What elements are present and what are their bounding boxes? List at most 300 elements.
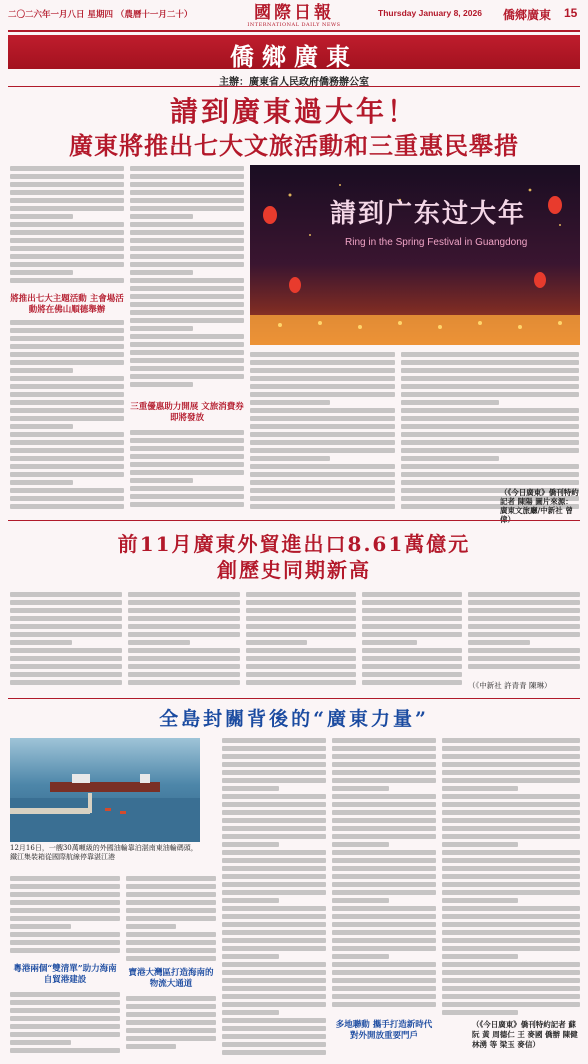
text-line <box>222 858 326 863</box>
text-line <box>10 400 124 405</box>
article2-headline: 前11月廣東外貿進出口8.61萬億元 <box>117 532 471 556</box>
text-line <box>250 504 395 509</box>
text-line <box>362 592 462 597</box>
text-line <box>10 680 122 685</box>
text-line <box>130 318 244 323</box>
text-line <box>442 778 580 783</box>
text-line <box>401 352 579 357</box>
text-line <box>10 456 124 461</box>
text-line <box>10 360 124 365</box>
text-line <box>332 826 436 831</box>
article1-col1 <box>10 166 124 290</box>
text-line <box>130 470 244 475</box>
text-line <box>442 834 580 839</box>
article1-subhead2 <box>130 402 244 424</box>
text-line <box>246 608 356 613</box>
article2-col5 <box>468 592 580 678</box>
text-line <box>362 632 462 637</box>
text-line <box>222 898 279 903</box>
text-line <box>442 938 580 943</box>
text-line <box>222 1018 326 1023</box>
text-line <box>442 922 580 927</box>
text-line <box>442 906 580 911</box>
text-line <box>401 472 579 477</box>
text-line <box>130 198 244 203</box>
text-line <box>468 592 580 597</box>
text-line <box>130 342 244 347</box>
text-line <box>130 494 244 499</box>
text-line <box>130 382 193 387</box>
article1-col1-body <box>10 166 124 283</box>
text-line <box>332 874 436 879</box>
text-line <box>222 1002 326 1007</box>
article1-col2 <box>130 166 244 392</box>
text-line <box>222 850 326 855</box>
article1-col1b <box>10 320 124 516</box>
text-line <box>222 1026 326 1031</box>
text-line <box>130 206 244 211</box>
text-line <box>10 940 120 945</box>
text-line <box>126 892 216 897</box>
text-line <box>222 1010 279 1015</box>
text-line <box>332 810 436 815</box>
text-line <box>222 914 326 919</box>
text-line <box>126 908 216 913</box>
text-line <box>246 656 356 661</box>
article1-subheadline: 廣東將推出七大文旅活動和三重惠民舉措 <box>69 131 519 160</box>
text-line <box>401 392 579 397</box>
text-line <box>442 914 580 919</box>
text-line <box>10 900 120 905</box>
text-line <box>401 408 579 413</box>
text-line <box>222 762 326 767</box>
text-line <box>468 640 530 645</box>
text-line <box>442 962 580 967</box>
text-line <box>10 230 124 235</box>
text-line <box>10 198 124 203</box>
text-line <box>10 336 124 341</box>
text-line <box>250 472 395 477</box>
text-line <box>401 416 579 421</box>
text-line <box>130 174 244 179</box>
text-line <box>442 994 580 999</box>
text-line <box>332 802 436 807</box>
text-line <box>246 648 356 653</box>
text-line <box>362 680 462 685</box>
page-number: 15 <box>564 6 578 20</box>
text-line <box>250 424 395 429</box>
text-line <box>126 1036 216 1041</box>
text-line <box>250 416 395 421</box>
text-line <box>222 802 326 807</box>
article2-col4 <box>362 592 462 690</box>
text-line <box>10 206 124 211</box>
text-line <box>332 986 436 991</box>
text-line <box>222 906 326 911</box>
text-line <box>246 632 356 637</box>
text-line <box>250 496 395 501</box>
text-line <box>401 456 499 461</box>
text-line <box>222 954 279 959</box>
text-line <box>126 900 216 905</box>
text-line <box>10 656 122 661</box>
text-line <box>401 368 579 373</box>
text-line <box>442 978 580 983</box>
text-line <box>128 624 240 629</box>
text-line <box>10 368 73 373</box>
text-line <box>10 222 124 227</box>
text-line <box>250 480 395 485</box>
text-line <box>222 938 326 943</box>
text-line <box>332 850 436 855</box>
text-line <box>10 948 120 953</box>
text-line <box>130 374 244 379</box>
text-line <box>332 906 436 911</box>
text-line <box>250 448 395 453</box>
text-line <box>250 432 395 437</box>
banner-title: 僑鄉廣東 <box>230 42 358 71</box>
text-line <box>130 214 193 219</box>
text-line <box>130 366 244 371</box>
text-line <box>332 954 389 959</box>
text-line <box>332 922 436 927</box>
text-line <box>222 738 326 743</box>
text-line <box>442 810 580 815</box>
text-line <box>332 794 436 799</box>
text-line <box>10 270 73 275</box>
text-line <box>130 182 244 187</box>
text-line <box>362 648 462 653</box>
text-line <box>10 1000 120 1005</box>
article2-col2 <box>128 592 240 690</box>
text-line <box>332 970 436 975</box>
text-line <box>332 866 436 871</box>
text-line <box>130 446 244 451</box>
text-line <box>332 770 436 775</box>
text-line <box>222 842 279 847</box>
text-line <box>10 238 124 243</box>
text-line <box>332 930 436 935</box>
text-line <box>442 874 580 879</box>
text-line <box>222 826 326 831</box>
text-line <box>332 1002 436 1007</box>
text-line <box>250 456 330 461</box>
text-line <box>442 986 580 991</box>
article1-col3 <box>250 352 395 516</box>
text-line <box>442 954 518 959</box>
text-line <box>401 384 579 389</box>
text-line <box>246 672 356 677</box>
text-line <box>126 1028 216 1033</box>
logo-en: INTERNATIONAL DAILY NEWS <box>247 22 341 28</box>
text-line <box>250 400 330 405</box>
article2-col3 <box>246 592 356 690</box>
text-line <box>442 970 580 975</box>
text-line <box>128 664 240 669</box>
text-line <box>10 352 124 357</box>
text-line <box>10 166 124 171</box>
text-line <box>442 898 518 903</box>
article2-subheadline: 創歷史同期新高 <box>217 558 371 582</box>
text-line <box>10 416 124 421</box>
text-line <box>468 664 580 669</box>
spring-festival-photo <box>250 165 580 345</box>
text-line <box>128 640 190 645</box>
text-line <box>130 358 244 363</box>
text-line <box>130 334 244 339</box>
text-line <box>222 1050 326 1055</box>
article1-col2b <box>130 430 244 516</box>
text-line <box>362 600 462 605</box>
sponsor-line <box>8 70 580 87</box>
text-line <box>222 794 326 799</box>
text-line <box>222 994 326 999</box>
text-line <box>250 464 395 469</box>
text-line <box>10 640 72 645</box>
text-line <box>332 746 436 751</box>
article3-col4 <box>332 738 436 1016</box>
text-line <box>130 190 244 195</box>
text-line <box>126 924 176 929</box>
text-line <box>10 1040 71 1045</box>
article1-caption: （《今日廣東》僑刊特約記者 陳陽 圖片來源：廣東文旅廳/中新社 曾偉） <box>500 488 579 524</box>
text-line <box>332 818 436 823</box>
text-line <box>10 480 73 485</box>
text-line <box>10 424 73 429</box>
text-line <box>10 174 124 179</box>
text-line <box>332 946 436 951</box>
article3-col5 <box>442 738 580 1018</box>
text-line <box>250 368 395 373</box>
text-line <box>250 392 395 397</box>
text-line <box>10 672 122 677</box>
text-line <box>130 486 244 491</box>
text-line <box>130 502 244 507</box>
text-line <box>128 608 240 613</box>
text-line <box>10 600 122 605</box>
text-line <box>332 858 436 863</box>
text-line <box>128 656 240 661</box>
article1-subhead1-text: 將推出七大主題活動 主會場活動將在佛山順德舉辦 <box>10 294 124 315</box>
text-line <box>468 624 580 629</box>
masthead-date: 二〇二六年一月八日 星期四 （農曆十一月二十） <box>8 10 193 20</box>
text-line <box>130 262 244 267</box>
text-line <box>126 1044 176 1049</box>
text-line <box>468 648 580 653</box>
article3-col2b <box>126 996 216 1058</box>
text-line <box>130 350 244 355</box>
text-line <box>250 488 395 493</box>
text-line <box>246 624 356 629</box>
text-line <box>250 408 395 413</box>
text-line <box>10 624 122 629</box>
text-line <box>130 478 193 483</box>
text-line <box>130 454 244 459</box>
text-line <box>130 326 193 331</box>
text-line <box>10 190 124 195</box>
text-line <box>222 882 326 887</box>
article3-col1 <box>10 876 120 960</box>
text-line <box>442 866 580 871</box>
text-line <box>130 238 244 243</box>
text-line <box>10 278 124 283</box>
text-line <box>222 930 326 935</box>
terminal-scene <box>10 738 200 842</box>
text-line <box>222 818 326 823</box>
text-line <box>442 786 518 791</box>
text-line <box>442 842 518 847</box>
text-line <box>332 962 436 967</box>
text-line <box>10 664 122 669</box>
text-line <box>401 464 579 469</box>
text-line <box>126 884 216 889</box>
text-line <box>10 214 73 219</box>
text-line <box>10 254 124 259</box>
article1-headline: 請到廣東過大年！ <box>169 95 418 128</box>
article3-credit: （《今日廣東》僑刊特約記者 蘇 阮 黃 周德仁 王 麥國 僑辦 陳健 林湧 等 梁玉 麥信） <box>472 1020 578 1049</box>
text-line <box>246 640 307 645</box>
text-line <box>246 664 356 669</box>
text-line <box>222 786 279 791</box>
text-line <box>222 834 326 839</box>
text-line <box>10 262 124 267</box>
text-line <box>250 352 395 357</box>
text-line <box>10 384 124 389</box>
photo-scene <box>250 165 580 345</box>
masthead <box>0 0 588 34</box>
text-line <box>126 948 216 953</box>
section-banner <box>8 35 580 69</box>
text-line <box>442 882 580 887</box>
text-line <box>128 672 240 677</box>
article3-subhead1: 粵港兩個“雙清單”助力海南自貿港建設 <box>13 964 117 985</box>
text-line <box>222 922 326 927</box>
text-line <box>10 504 124 509</box>
text-line <box>442 754 580 759</box>
text-line <box>10 320 124 325</box>
text-line <box>126 940 216 945</box>
text-line <box>442 762 580 767</box>
text-line <box>362 608 462 613</box>
text-line <box>401 432 579 437</box>
masthead-date-en: Thursday January 8, 2026 <box>378 8 482 18</box>
text-line <box>10 992 120 997</box>
sponsor-text: 主辦：廣東省人民政府僑務辦公室 <box>219 77 369 88</box>
text-line <box>10 1008 120 1013</box>
section-name: 僑鄉廣東 <box>503 8 552 22</box>
text-line <box>126 996 216 1001</box>
text-line <box>442 1010 518 1015</box>
text-line <box>130 270 193 275</box>
text-line <box>10 488 124 493</box>
text-line <box>222 770 326 775</box>
text-line <box>10 892 120 897</box>
text-line <box>10 932 120 937</box>
newspaper-logo <box>230 4 358 28</box>
text-line <box>332 914 436 919</box>
text-line <box>250 360 395 365</box>
text-line <box>442 818 580 823</box>
text-line <box>10 392 124 397</box>
text-line <box>128 592 240 597</box>
article3-col2 <box>126 876 216 966</box>
text-line <box>332 762 436 767</box>
article1-subhead2-text: 三重優惠助力開展 文旅消費券即將發放 <box>130 402 244 423</box>
text-line <box>401 376 579 381</box>
text-line <box>332 738 436 743</box>
text-line <box>332 898 389 903</box>
text-line <box>10 376 124 381</box>
text-line <box>222 962 326 967</box>
text-line <box>401 448 579 453</box>
text-line <box>222 1034 326 1039</box>
text-line <box>222 986 326 991</box>
text-line <box>130 222 244 227</box>
text-line <box>10 608 122 613</box>
text-line <box>250 376 395 381</box>
text-line <box>222 1042 326 1047</box>
text-line <box>468 608 580 613</box>
text-line <box>10 1024 120 1029</box>
text-line <box>10 908 120 913</box>
text-line <box>10 464 124 469</box>
text-line <box>246 616 356 621</box>
text-line <box>10 876 120 881</box>
text-line <box>362 624 462 629</box>
text-line <box>130 430 244 435</box>
text-line <box>10 432 124 437</box>
text-line <box>332 786 389 791</box>
text-line <box>130 254 244 259</box>
article3-headline: 全島封關背後的“廣東力量” <box>159 708 429 730</box>
text-line <box>10 440 124 445</box>
text-line <box>362 672 462 677</box>
text-line <box>126 932 216 937</box>
text-line <box>246 600 356 605</box>
text-line <box>332 994 436 999</box>
text-line <box>10 916 120 921</box>
text-line <box>246 592 356 597</box>
text-line <box>401 424 579 429</box>
text-line <box>468 616 580 621</box>
text-line <box>468 632 580 637</box>
oil-terminal-photo <box>10 738 200 842</box>
text-line <box>332 978 436 983</box>
text-line <box>222 970 326 975</box>
text-line <box>10 408 124 413</box>
text-line <box>10 246 124 251</box>
text-line <box>128 648 240 653</box>
text-line <box>10 472 124 477</box>
article2-byline: （《中新社 許青青 陳琳） <box>468 681 552 690</box>
text-line <box>362 664 462 669</box>
text-line <box>222 874 326 879</box>
text-line <box>130 246 244 251</box>
text-line <box>362 656 462 661</box>
text-line <box>10 328 124 333</box>
text-line <box>10 182 124 187</box>
text-line <box>468 656 580 661</box>
text-line <box>126 1012 216 1017</box>
text-line <box>332 834 436 839</box>
article3-col3 <box>222 738 326 1058</box>
text-line <box>332 882 436 887</box>
text-line <box>126 916 216 921</box>
article3-subhead3: 多地聯動 攜手打造新時代對外開放重要門戶 <box>335 1020 433 1041</box>
text-line <box>130 278 244 283</box>
text-line <box>10 344 124 349</box>
text-line <box>246 680 356 685</box>
